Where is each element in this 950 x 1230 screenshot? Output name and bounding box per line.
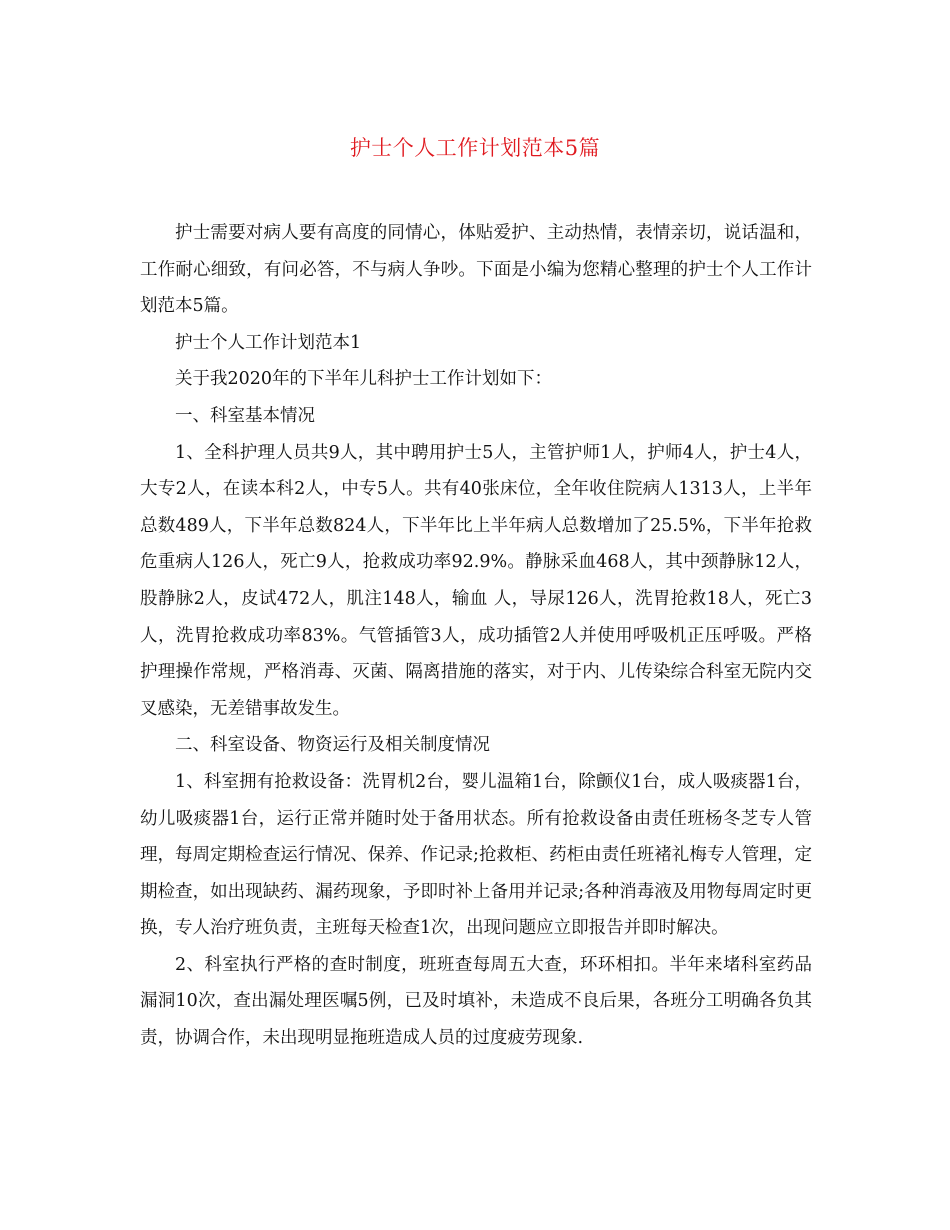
document-body bbox=[140, 215, 812, 1057]
equipment-paragraph-1: 1、科室拥有抢救设备：洗胃机2台，婴儿温箱1台，除颤仪1台，成人吸痰器1台，幼儿吸痰器1台，运行正常并随时处于备用状态。所有抢救设备由责任班杨冬芝专人管理，每周定期检查运行情况、保养、作记录;抢救柜、药柜由责任班褚礼梅专人管理，定期检查，如出现缺药、漏药现象，予即时补上备用并记录;各种消毒液及用物每周定时更换，专人治疗班负责，主班每天检查1次，出现问题应立即报告并即时解决。 bbox=[140, 771, 812, 939]
intro-paragraph: 护士需要对病人要有高度的同情心，体贴爱护、主动热情，表情亲切，说话温和，工作耐心细致，有问必答，不与病人争吵。下面是小编为您精心整理的护士个人工作计划范本5篇。 bbox=[140, 223, 812, 317]
section-heading-sample-1: 护士个人工作计划范本1 bbox=[175, 332, 362, 353]
plan-intro-paragraph: 关于我2020年的下半年儿科护士工作计划如下： bbox=[175, 369, 553, 390]
section-heading-equipment: 二、科室设备、物资运行及相关制度情况 bbox=[175, 735, 490, 756]
department-overview-paragraph: 1、全科护理人员共9人，其中聘用护士5人，主管护师1人，护师4人，护士4人，大专2人，在读本科2人，中专5人。共有40张床位，全年收住院病人1313人，上半年总数489人，下半年总数824人，下半年比上半年病人总数增加了25.5%，下半年抢救危重病人126人，死亡9人，抢救成功率92.9%。静脉采血468人，其中颈静脉12人，股静脉2人，皮试472人，肌注148人，输血 人，导尿126人，洗胃抢救18人，死亡3人，洗胃抢救成功率83%。气管插管3人，成功插管2人并使用呼吸机正压呼吸。严格护理操作常规，严格消毒、灭菌、隔离措施的落实，对于内、儿传染综合科室无院内交叉感染，无差错事故发生。 bbox=[140, 442, 812, 719]
equipment-paragraph-2: 2、科室执行严格的查时制度，班班查每周五大查，环环相扣。半年来堵科室药品漏洞10次，查出漏处理医嘱5例，已及时填补，未造成不良后果，各班分工明确各负其责，协调合作，未出现明显拖班造成人员的过度疲劳现象. bbox=[140, 954, 812, 1049]
section-heading-department-overview: 一、科室基本情况 bbox=[175, 405, 315, 426]
document-title: 护士个人工作计划范本5篇 bbox=[349, 136, 601, 160]
